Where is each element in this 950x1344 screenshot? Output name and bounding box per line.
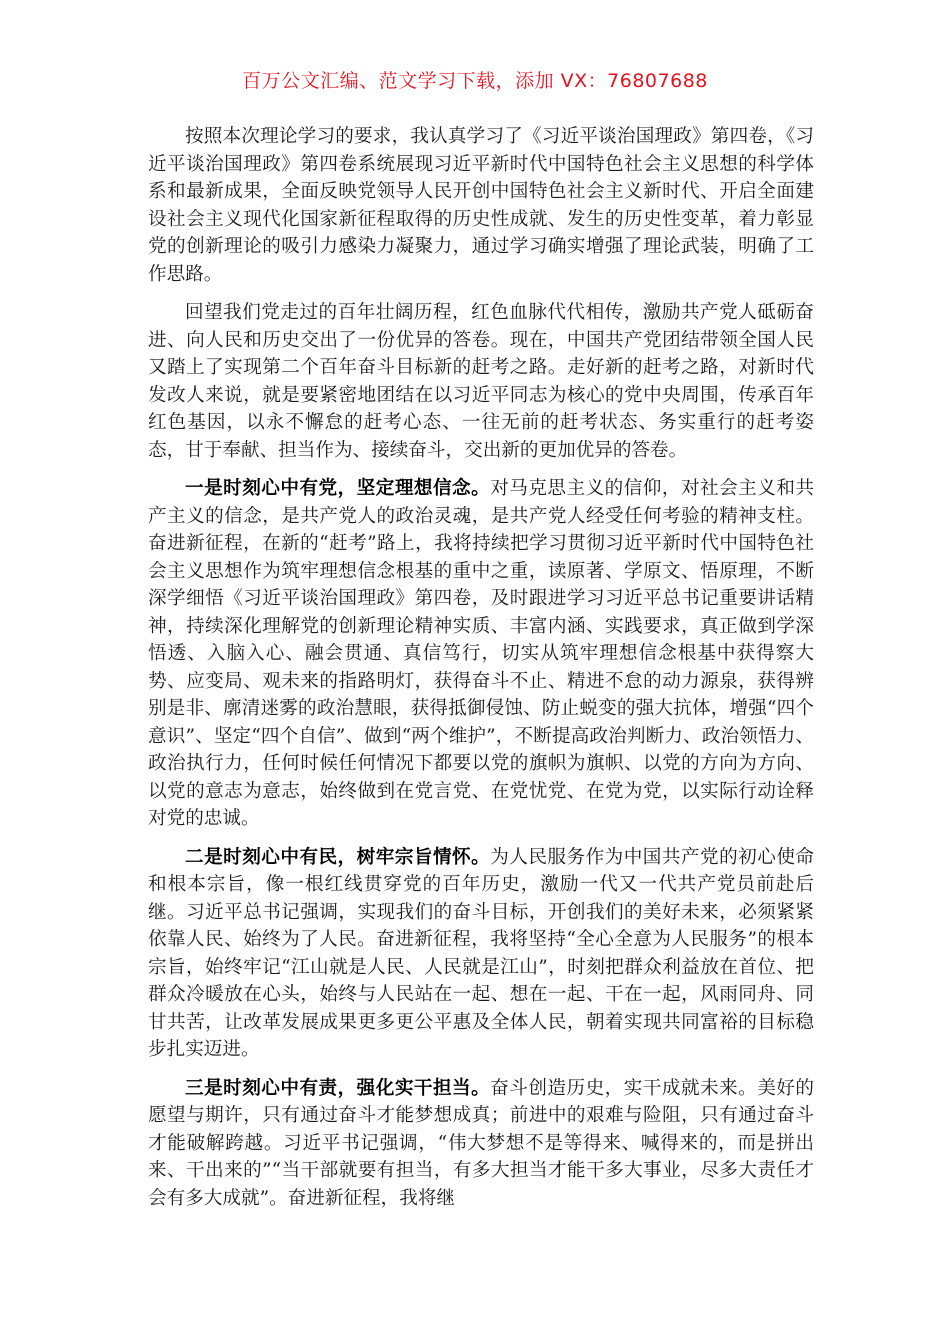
paragraph-text: 为人民服务作为中国共产党的初心使命和根本宗旨，像一根红线贯穿党的百年历史，激励一代又一代共产党员前赴后继。习近平总书记强调，实现我们的奋斗目标，开创我们的美好未来，必须紧紧依靠人民、始终为了人民。奋进新征程，我将坚持“全心全意为人民服务”的根本宗旨，始终牢记“江山就是人民、人民就是江山”，时刻把群众利益放在首位、把群众冷暖放在心头，始终与人民站在一起、想在一起、干在一起，风雨同舟、同甘共苦，让改革发展成果更多更公平惠及全体人民，朝着实现共同富裕的目标稳步扎实迈进。 bbox=[148, 846, 814, 1060]
paragraph-text: 奋斗创造历史，实干成就未来。美好的愿望与期许，只有通过奋斗才能梦想成真；前进中的艰难与险阻，只有通过奋斗才能破解跨越。习近平书记强调，“伟大梦想不是等得来、喊得来的，而是拼出来、干出来的”“当干部就要有担当，有多大担当才能干多大事业，尽多大责任才会有多大成就”。奋进新征程，我将继 bbox=[148, 1077, 814, 1209]
paragraph-lead: 二是时刻心中有民，树牢宗旨情怀。 bbox=[185, 846, 491, 868]
paragraph-text: 对马克思主义的信仰，对社会主义和共产主义的信念，是共产党人的政治灵魂，是共产党人经受任何考验的精神支柱。奋进新征程，在新的“赶考”路上，我将持续把学习贯彻习近平新时代中国特色社会主义思想作为筑牢理想信念根基的重中之重，读原著、学原文、悟原理，不断深学细悟《习近平谈治国理政》第四卷，及时跟进学习习近平总书记重要讲话精神，持续深化理解党的创新理论精神实质、丰富内涵、实践要求，真正做到学深悟透、入脑入心、融会贯通、真信笃行，切实从筑牢理想信念根基中获得察大势、应变局、观未来的指路明灯，获得奋斗不止、精进不怠的动力源泉，获得辨别是非、廓清迷雾的政治慧眼，获得抵御侵蚀、防止蜕变的强大抗体，增强“四个意识”、坚定“四个自信”、做到“两个维护”，不断提高政治判断力、政治领悟力、政治执行力，任何时候任何情况下都要以党的旗帜为旗帜、以党的方向为方向、以党的意志为意志，始终做到在党言党、在党忧党、在党为党，以实际行动诠释对党的忠诚。 bbox=[148, 478, 814, 829]
document-body bbox=[148, 123, 814, 1223]
header-banner: 百万公文汇编、范文学习下载，添加 VX：76807688 bbox=[242, 70, 708, 92]
paragraph-point-one bbox=[148, 475, 814, 833]
paragraph-text: 按照本次理论学习的要求，我认真学习了《习近平谈治国理政》第四卷，《习近平谈治国理政》第四卷系统展现习近平新时代中国特色社会主义思想的科学体系和最新成果，全面反映党领导人民开创中国特色社会主义新时代、开启全面建设社会主义现代化国家新征程取得的历史性成就、发生的历史性变革，着力彰显党的创新理论的吸引力感染力凝聚力，通过学习确实增强了理论武装，明确了工作思路。 bbox=[148, 126, 814, 285]
paragraph-lead: 一是时刻心中有党，坚定理想信念。 bbox=[185, 478, 491, 499]
paragraph-point-three bbox=[148, 1075, 814, 1213]
paragraph-text: 回望我们党走过的百年壮阔历程，红色血脉代代相传，激励共产党人砥砺奋进、向人民和历史交出了一份优异的答卷。现在，中国共产党团结带领全国人民又踏上了实现第二个百年奋斗目标新的赶考之路。走好新的赶考之路，对新时代发改人来说，就是要紧密地团结在以习近平同志为核心的党中央周围，传承百年红色基因，以永不懈怠的赶考心态、一往无前的赶考状态、务实重行的赶考姿态，甘于奉献、担当作为、接续奋斗，交出新的更加优异的答卷。 bbox=[148, 302, 814, 461]
paragraph-review bbox=[148, 299, 814, 464]
paragraph-point-two bbox=[148, 844, 814, 1064]
paragraph-intro bbox=[148, 123, 814, 288]
paragraph-lead: 三是时刻心中有责，强化实干担当。 bbox=[185, 1077, 491, 1099]
